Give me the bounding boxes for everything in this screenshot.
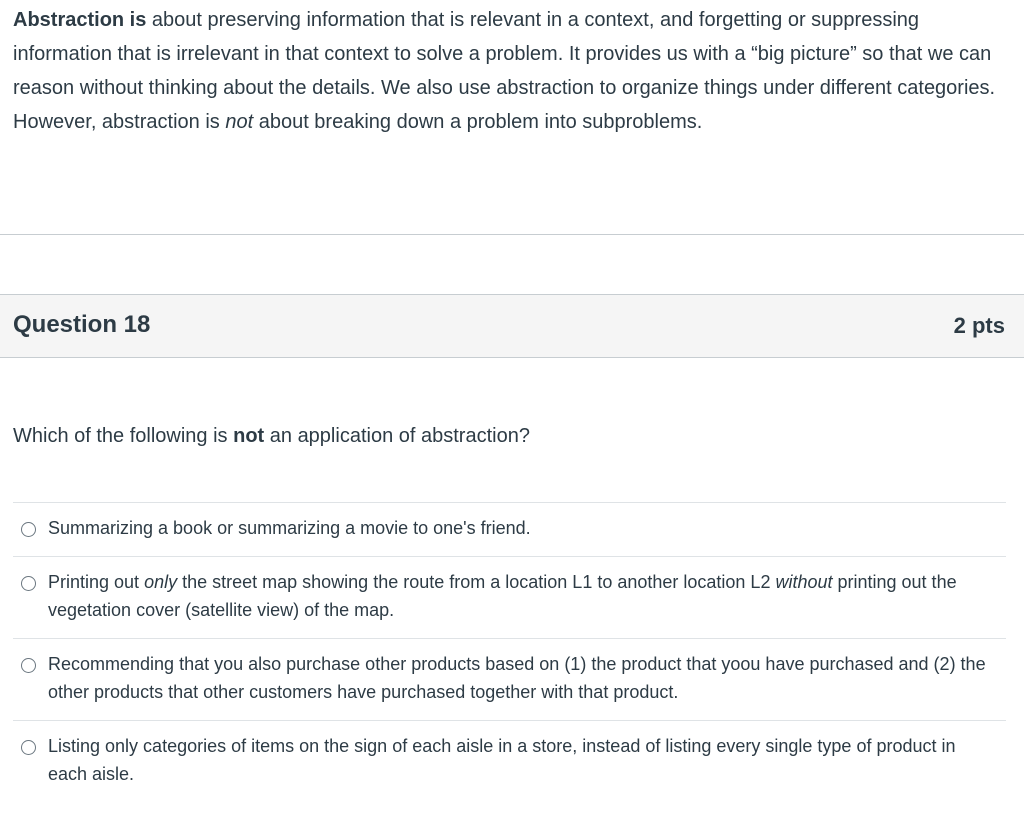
answer-3-radio[interactable]	[21, 658, 36, 673]
answer-1-radio[interactable]	[21, 522, 36, 537]
answer-2-middle: the street map showing the route from a location L1 to another location L2	[177, 572, 776, 592]
answer-4-radio[interactable]	[21, 740, 36, 755]
answer-1-text[interactable]: Summarizing a book or summarizing a movie to one's friend.	[48, 518, 531, 538]
answer-2-before: Printing out	[48, 572, 145, 592]
answer-4-text[interactable]: Listing only categories of items on the sign of each aisle in a store, instead of listing every single type of product in each aisle.	[48, 736, 956, 784]
question-title: Question 18	[13, 311, 151, 338]
answer-2-emph-only: only	[144, 572, 178, 592]
answer-3-text[interactable]: Recommending that you also purchase other products based on (1) the product that yoou have purchased and (2) the other products that other customers have purchased together with that product.	[48, 654, 986, 702]
explanation-term: Abstraction is	[13, 9, 147, 31]
prompt-after: an application of abstraction?	[264, 425, 530, 447]
answer-list	[13, 502, 1006, 802]
section-divider	[0, 234, 1024, 235]
question-prompt	[13, 420, 530, 452]
prompt-before: Which of the following is	[13, 425, 234, 447]
answer-2-after: printing out the vegetation cover (satellite view) of the map.	[48, 572, 957, 620]
explanation-text	[13, 3, 1003, 139]
explanation-not: not	[225, 111, 254, 133]
prompt-emphasis: not	[233, 425, 265, 447]
explanation-part1: about preserving information that is relevant in a context, and forgetting or suppressing information that is irrelevant in that context to solve a problem. It provides us with a “big picture” so that we can reason without thinking about the details. We also use abstraction to organize things under different categories. However, abstraction is	[13, 9, 996, 133]
answer-2-text[interactable]	[48, 568, 998, 624]
question-header	[0, 294, 1024, 358]
explanation-part2: about breaking down a problem into subproblems.	[253, 111, 703, 133]
question-points: 2 pts	[953, 313, 1005, 338]
answer-2-radio[interactable]	[21, 576, 36, 591]
answer-2-emph-without: without	[775, 572, 833, 592]
